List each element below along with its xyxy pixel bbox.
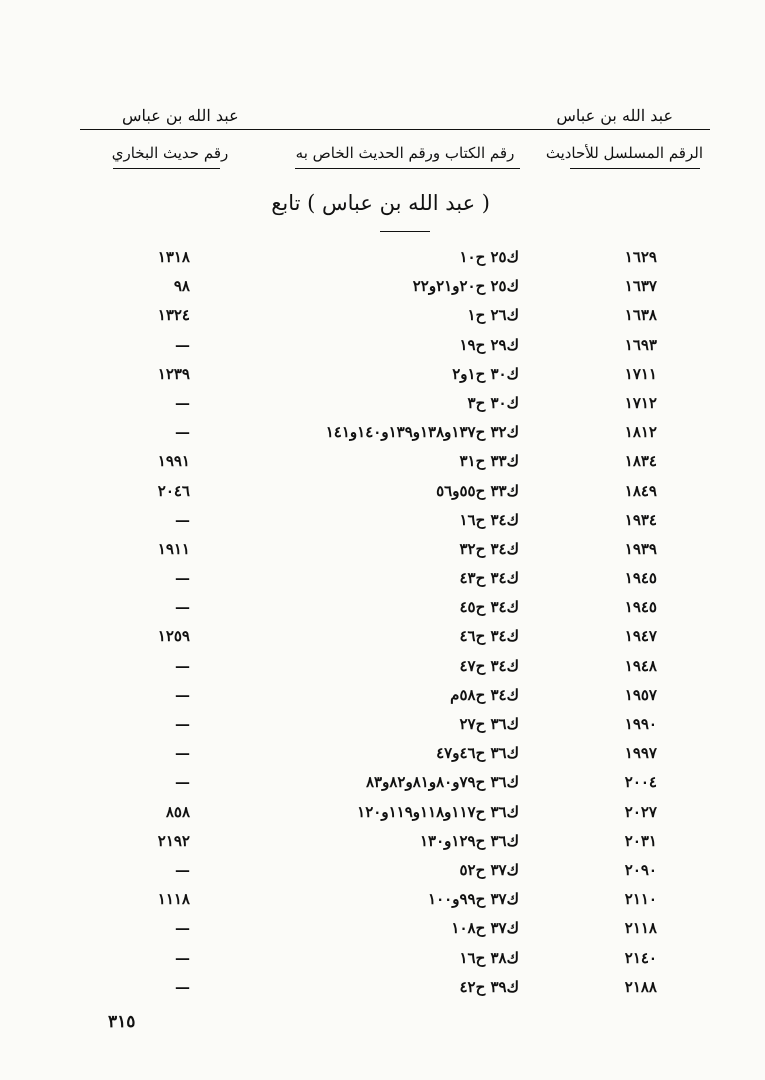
serial-number-cell: ٢١٨٨ [624, 977, 657, 996]
reference-cell: ك٣٦ ح١١٧و١١٨و١١٩و١٢٠ [357, 802, 519, 821]
reference-cell: ك٣٤ ح٣٢ [459, 539, 519, 558]
bukhari-number-cell: — [175, 744, 190, 763]
reference-cell: ك٣٤ ح١٦ [459, 510, 519, 529]
table-row [0, 686, 765, 715]
reference-cell: ك٣٠ ح١و٢ [452, 364, 519, 383]
bukhari-number-cell: ١٩٩١ [157, 452, 190, 471]
serial-number-cell: ١٩٩٧ [624, 744, 657, 763]
table-row [0, 978, 765, 1007]
serial-number-cell: ١٩٥٧ [624, 685, 657, 704]
table-row [0, 657, 765, 686]
table-row [0, 919, 765, 948]
serial-number-cell: ٢١١٨ [624, 919, 657, 938]
table-row [0, 277, 765, 306]
table-row [0, 394, 765, 423]
table-row [0, 598, 765, 627]
serial-number-cell: ١٦٣٨ [624, 306, 657, 325]
reference-cell: ك٣٠ ح٣ [467, 393, 519, 412]
header-rule [80, 129, 710, 130]
serial-number-cell: ١٦٢٩ [624, 248, 657, 266]
bukhari-number-cell: — [175, 860, 190, 879]
serial-number-cell: ١٩٤٥ [624, 598, 657, 617]
bukhari-number-cell: ١١١٨ [157, 890, 190, 909]
section-title: ( عبد الله بن عباس ) تابع [271, 191, 490, 215]
reference-cell: ك٢٥ ح٢٠و٢١و٢٢ [412, 277, 519, 296]
serial-number-cell: ١٨٣٤ [624, 452, 657, 471]
bukhari-number-cell: — [175, 715, 190, 733]
table-row [0, 511, 765, 540]
reference-cell: ك٣٦ ح٤٦و٤٧ [436, 744, 519, 763]
column-header-reference: رقم الكتاب ورقم الحديث الخاص به [295, 144, 515, 162]
serial-number-cell: ١٩٣٤ [624, 510, 657, 529]
page-number: ٣١٥ [108, 1012, 136, 1032]
reference-cell: ك٣٦ ح١٢٩و١٣٠ [420, 831, 519, 850]
reference-cell: ك٢٥ ح١٠ [459, 248, 519, 266]
bukhari-number-cell: — [175, 919, 190, 938]
serial-number-cell: ١٧١١ [624, 364, 657, 383]
column-header-underline [570, 168, 700, 169]
reference-cell: ك٣٤ ح٤٣ [459, 569, 519, 588]
reference-cell: ك٣٧ ح٩٩و١٠٠ [428, 890, 519, 909]
table-row [0, 773, 765, 802]
reference-cell: ك٣٣ ح٣١ [459, 452, 519, 471]
bukhari-number-cell: — [175, 598, 190, 617]
column-header-underline [113, 168, 220, 169]
bukhari-number-cell: — [175, 423, 190, 442]
table-row [0, 306, 765, 335]
table-row [0, 715, 765, 744]
reference-cell: ك٣٢ ح١٣٧و١٣٨و١٣٩و١٤٠و١٤١ [325, 423, 519, 442]
section-title-rule [380, 231, 430, 232]
table-row [0, 861, 765, 890]
bukhari-number-cell: — [175, 977, 190, 996]
serial-number-cell: ١٩٤٧ [624, 627, 657, 646]
serial-number-cell: ٢١٤٠ [624, 948, 657, 967]
serial-number-cell: ١٨١٢ [624, 423, 657, 442]
table-row [0, 452, 765, 481]
table-row [0, 482, 765, 511]
serial-number-cell: ٢١١٠ [624, 890, 657, 909]
table-row [0, 569, 765, 598]
serial-number-cell: ١٨٤٩ [624, 481, 657, 500]
bukhari-number-cell: ١٣٢٤ [157, 306, 190, 325]
table-row [0, 890, 765, 919]
reference-cell: ك٣٧ ح١٠٨ [451, 919, 519, 938]
reference-cell: ك٢٦ ح١ [467, 306, 519, 325]
bukhari-number-cell: — [175, 773, 190, 792]
serial-number-cell: ١٦٩٣ [624, 335, 657, 354]
bukhari-number-cell: — [175, 335, 190, 354]
bukhari-number-cell: — [175, 685, 190, 704]
serial-number-cell: ١٩٤٨ [624, 656, 657, 675]
bukhari-number-cell: ٩٨ [173, 277, 190, 296]
table-row [0, 248, 765, 277]
reference-cell: ك٣٧ ح٥٢ [459, 860, 519, 879]
table-row [0, 365, 765, 394]
reference-cell: ك٣٤ ح٤٦ [459, 627, 519, 646]
serial-number-cell: ١٧١٢ [624, 393, 657, 412]
column-header-serial: الرقم المسلسل للأحاديث [545, 144, 703, 162]
table-row [0, 949, 765, 978]
running-head-right: عبد الله بن عباس [556, 106, 673, 125]
bukhari-number-cell: — [175, 569, 190, 588]
bukhari-number-cell: ٢١٩٢ [157, 831, 190, 850]
serial-number-cell: ١٩٤٥ [624, 569, 657, 588]
column-header-underline [295, 168, 520, 169]
table-row [0, 423, 765, 452]
serial-number-cell: ١٦٣٧ [624, 277, 657, 296]
reference-cell: ك٣٦ ح٢٧ [459, 715, 519, 733]
bukhari-number-cell: ٢٠٤٦ [157, 481, 190, 500]
table-row [0, 540, 765, 569]
reference-cell: ك٣٩ ح٤٢ [459, 977, 519, 996]
bukhari-number-cell: ٨٥٨ [165, 802, 190, 821]
bukhari-number-cell: ١٢٣٩ [157, 364, 190, 383]
column-header-bukhari: رقم حديث البخاري [111, 144, 229, 162]
reference-cell: ك٣٣ ح٥٥و٥٦ [436, 481, 519, 500]
bukhari-number-cell: — [175, 510, 190, 529]
table-row [0, 803, 765, 832]
reference-cell: ك٣٨ ح١٦ [459, 948, 519, 967]
serial-number-cell: ٢٠٢٧ [624, 802, 657, 821]
serial-number-cell: ٢٠٣١ [624, 831, 657, 850]
serial-number-cell: ١٩٩٠ [624, 715, 657, 733]
serial-number-cell: ١٩٣٩ [624, 539, 657, 558]
table-row [0, 744, 765, 773]
reference-cell: ك٣٤ ح٤٧ [459, 656, 519, 675]
reference-cell: ك٢٩ ح١٩ [459, 335, 519, 354]
hadith-table [0, 248, 765, 1007]
bukhari-number-cell: ١٢٥٩ [157, 627, 190, 646]
table-row [0, 336, 765, 365]
table-row [0, 627, 765, 656]
running-head-left: عبد الله بن عباس [122, 106, 239, 125]
serial-number-cell: ٢٠٠٤ [624, 773, 657, 792]
reference-cell: ك٣٦ ح٧٩و٨٠و٨١و٨٢و٨٣ [365, 773, 519, 792]
bukhari-number-cell: ١٣١٨ [157, 248, 190, 266]
bukhari-number-cell: ١٩١١ [157, 539, 190, 558]
reference-cell: ك٣٤ ح٥٨م [450, 685, 519, 704]
reference-cell: ك٣٤ ح٤٥ [459, 598, 519, 617]
table-row [0, 832, 765, 861]
bukhari-number-cell: — [175, 656, 190, 675]
serial-number-cell: ٢٠٩٠ [624, 860, 657, 879]
bukhari-number-cell: — [175, 948, 190, 967]
bukhari-number-cell: — [175, 393, 190, 412]
